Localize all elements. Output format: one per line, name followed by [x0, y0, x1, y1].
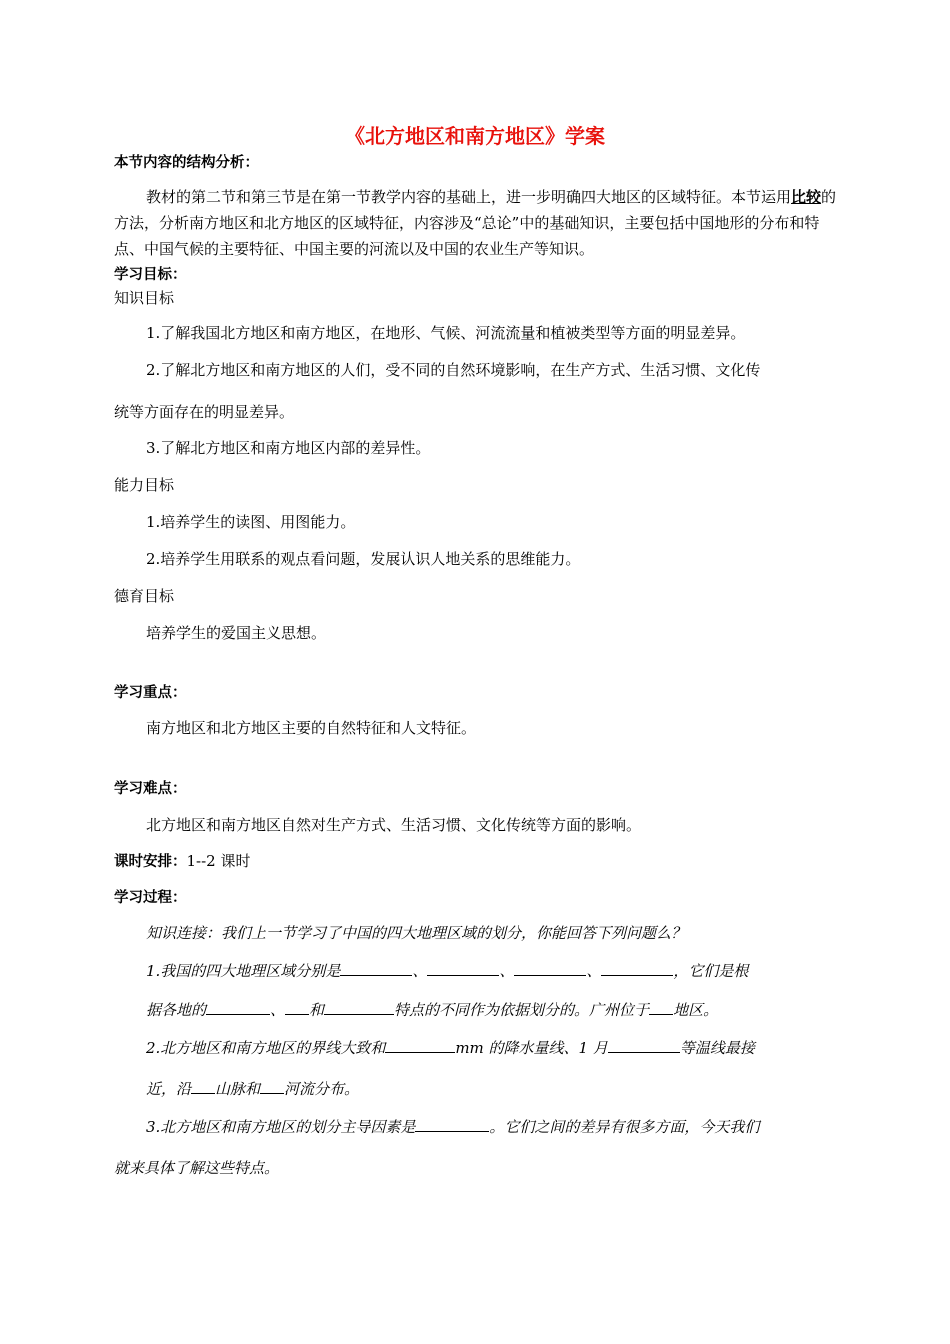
- ability-goal-2: 2.培养学生用联系的观点看问题，发展认识人地关系的思维能力。: [146, 550, 581, 568]
- question-2-text: mm 的降水量线、1 月: [455, 1039, 608, 1057]
- question-2-line-2: [146, 1077, 876, 1100]
- answer-blank[interactable]: [191, 1077, 215, 1094]
- difficulties-heading: 学习难点：: [114, 781, 187, 797]
- separator: 、: [412, 962, 428, 980]
- answer-blank[interactable]: [649, 998, 673, 1015]
- knowledge-goal-2b: 统等方面存在的明显差异。: [114, 403, 295, 421]
- question-2-text-end: 等温线最接: [679, 1039, 755, 1057]
- question-1-text: 特点的不同作为依据划分的。广州位于: [394, 1001, 650, 1019]
- answer-blank[interactable]: [206, 998, 270, 1015]
- question-1-text: 据各地的: [146, 1001, 207, 1019]
- answer-blank[interactable]: [285, 998, 309, 1015]
- schedule-line: [114, 850, 844, 873]
- separator: 、: [270, 1001, 286, 1019]
- ability-goal-label: 能力目标: [114, 476, 175, 494]
- question-2-text: 山脉和: [215, 1080, 261, 1098]
- key-points-heading: 学习重点：: [114, 685, 187, 701]
- schedule-label: 课时安排：: [114, 854, 187, 870]
- process-heading: 学习过程：: [114, 890, 187, 906]
- answer-blank[interactable]: [514, 959, 586, 976]
- question-2-text-end: 河流分布。: [284, 1080, 360, 1098]
- answer-blank[interactable]: [415, 1115, 489, 1132]
- key-points-text: 南方地区和北方地区主要的自然特征和人文特征。: [146, 719, 477, 737]
- difficulties-text: 北方地区和南方地区自然对生产方式、生活习惯、文化传统等方面的影响。: [146, 816, 642, 834]
- structure-emphasis: 比较: [791, 188, 822, 206]
- structure-text-2: 的方法，分析南方地区和北方地区的区域特征，内容涉及“总论”中的基础知识，主要包括中国地形的分布和特点、中国气候的主要特征、中国主要的河流以及中国的农业生产等知识。: [114, 188, 837, 258]
- separator: 、: [499, 962, 515, 980]
- answer-blank[interactable]: [260, 1077, 284, 1094]
- question-1-text: 和: [309, 1001, 325, 1019]
- goals-heading: 学习目标：: [114, 267, 187, 283]
- question-2-line-1: [146, 1036, 876, 1059]
- answer-blank[interactable]: [601, 959, 673, 976]
- answer-blank[interactable]: [427, 959, 499, 976]
- structure-paragraph: [114, 184, 838, 262]
- knowledge-goal-3: 3.了解北方地区和南方地区内部的差异性。: [146, 439, 431, 457]
- question-1-text-end: ，它们是根: [673, 962, 749, 980]
- knowledge-goal-2a: 2.了解北方地区和南方地区的人们，受不同的自然环境影响，在生产方式、生活习惯、文化传: [146, 361, 761, 379]
- question-3-line-1: [146, 1115, 876, 1138]
- knowledge-goal-label: 知识目标: [114, 289, 175, 307]
- question-3-line-2: 就来具体了解这些特点。: [114, 1159, 280, 1177]
- question-1-line-2: [146, 998, 876, 1021]
- process-intro: 知识连接：我们上一节学习了中国的四大地理区域的划分，你能回答下列问题么？: [146, 924, 687, 942]
- question-2-text: 近，沿: [146, 1080, 192, 1098]
- structure-text-1: 教材的第二节和第三节是在第一节教学内容的基础上，进一步明确四大地区的区域特征。本节运用: [146, 188, 792, 206]
- answer-blank[interactable]: [340, 959, 412, 976]
- ability-goal-1: 1.培养学生的读图、用图能力。: [146, 513, 356, 531]
- question-2-text: 2.北方地区和南方地区的界线大致和: [146, 1039, 386, 1057]
- structure-heading: 本节内容的结构分析：: [114, 155, 259, 171]
- answer-blank[interactable]: [385, 1036, 455, 1053]
- question-3-text-end: 。它们之间的差异有很多方面，今天我们: [489, 1118, 760, 1136]
- question-3-text: 3.北方地区和南方地区的划分主导因素是: [146, 1118, 416, 1136]
- question-1-line-1: [146, 959, 876, 982]
- separator: 、: [586, 962, 602, 980]
- knowledge-goal-1: 1.了解我国北方地区和南方地区，在地形、气候、河流流量和植被类型等方面的明显差异。: [146, 324, 746, 342]
- moral-goal-label: 德育目标: [114, 587, 175, 605]
- schedule-value: 1--2 课时: [186, 852, 251, 870]
- moral-goal-1: 培养学生的爱国主义思想。: [146, 624, 327, 642]
- answer-blank[interactable]: [324, 998, 394, 1015]
- question-1-text-end: 地区。: [673, 1001, 719, 1019]
- answer-blank[interactable]: [608, 1036, 680, 1053]
- question-1-text: 1.我国的四大地理区域分别是: [146, 962, 341, 980]
- document-title: 《北方地区和南方地区》学案: [345, 124, 605, 148]
